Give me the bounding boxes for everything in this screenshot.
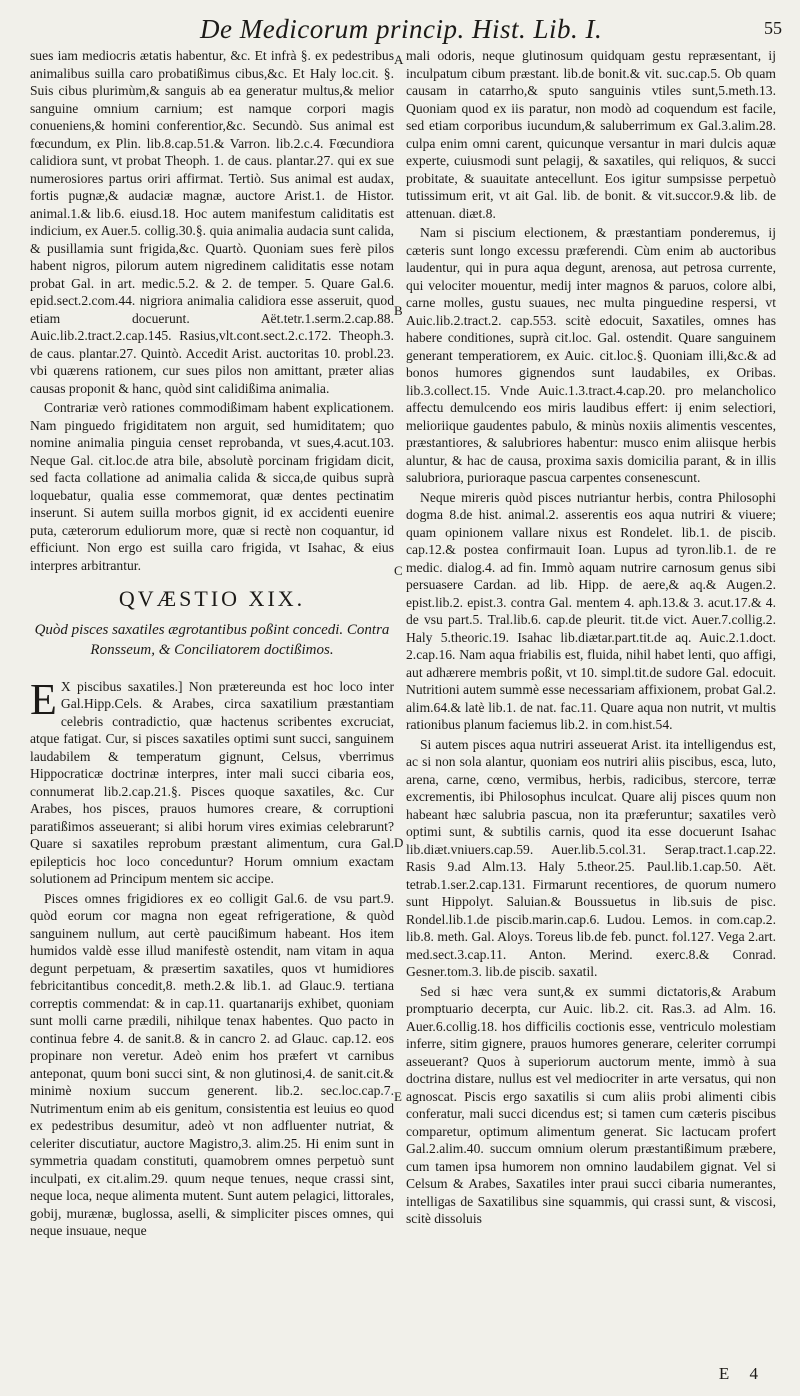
paragraph: sues iam mediocris ætatis habentur, &c. Et infrà §. ex pedestribus animalibus suilla caro probatißimus cibus,&c. Et Haly loc.cit. §. Suis cibus plurimùm,& sanguis ab ea generatur multus,& melior sanguine omnium carnium; est namque corpori magis conueniens,& homini conferentior,&c. Secundò. Sus animal est fœcundum, ex Plin. lib.8.cap.51.& Varron. lib.2.c.4. Fœcundiora calidiora sunt, vt probat Theoph. 1. de caus. plantar.27. qui ex sue numerosiores partus oriri affirmat. Tertiò. Sus animal est audax, fortis pugnæ,& audaciæ magnæ, auctore Arist.1. de Histor. animal.1.& lib.6. eiusd.18. Hoc autem manifestum caliditatis est indicium, ex Auer.5. collig.30.§. quia animalia audacia sunt calida, & pusillamia sunt frigida,&c. Quartò. Quoniam sues ferè pilos habent nigros, pilorum autem nigredinem caliditatis esse notam probat Gal. in art. medic.5.2. & 2. de temper. 5. Quare Gal.6. epid.sect.2.com.44. nigriora animalia calidiora esse asseruit, quod etiam docuerunt. Aët.tetr.1.serm.2.cap.88. Auic.lib.2.tract.2.cap.145. Rasius,vlt.cont.sect.2.c.172. Theoph.3. de caus. plantar.27. Quintò. Accedit Arist. auctoritas 10. probl.23. vbi quærens rationem, cur sues pilos non amittant, præter alias causas proponit & hanc, quòd sint calidißima animalia. (30, 48, 394, 396)
right-column (406, 47, 776, 1228)
paragraph-text: X piscibus saxatiles.] Non prætereunda est hoc loco inter Gal.Hipp.Cels. & Arabes, circa saxatilium præstantiam celebris contradictio, quæ hactenus scribentes excruciat, atque fatigat. Cur, si pisces saxatiles optimi sunt succi, sanguinem laudabilem & temperatum gignunt, Celsus, vberrimus Hippocraticæ doctrinæ interpres, inter mali succi cibaria eos, connumerat lib.2.cap.21.§. Pisces quoque saxatiles, &c. Cur Arabes, hos pisces, prauos humores creare, & corruptioni paratißimos asseuerant; si alibi horum vires eximias celebrarunt? Quare si saxatiles reprobum præstant alimentum, cura Gal. epilepticis hoc loco conceduntur? Horum omnium exactam solutionem ad Principum mentem sic accipe. (30, 678, 394, 886)
margin-marker-c: C (394, 563, 403, 578)
margin-marker-e: E (394, 1089, 402, 1104)
quaestio-title: QVÆSTIO XIX. (118, 586, 306, 611)
paragraph: Si autem pisces aqua nutriri asseuerat Arist. ita intelligendus est, ac si non sola alantur, quoniam eos nutriri aliis piscibus, esca, luto, arena, carne, cœno, vermibus, herbis, radicibus, stercore, terræ excrementis, ibi Philosophus inculcat. Quare alij pisces quum non habeant hæc salubria pascua, non ita præferuntur; saxatiles verò optimi sunt, & subtilis carnis, quod ita esse docuerunt Isahac lib.diæt.vniuers.cap.59. Auer.lib.5.col.31. Serap.tract.1.cap.22. Rasis 9.ad Alm.13. Haly 5.theor.25. Paul.lib.1.cap.50. Aët. tetrab.1.ser.2.cap.131. Firmarunt recentiores, de quorum numero sunt Hippolyt. Saluian.& Boussuetus in lib.suis de pisc. Rondel.lib.1.de piscib.marin.cap.6. Ludou. Lemos. in com.cap.2. lib.8. meth. Gal. Aloys. Toreus lib.de feb. punct. fol.127. Vega 2.art. med.sect.3.cap.11. Anton. Merind. exerc.8.& Conrad. Gesner.tom.3. lib.de piscib. saxatil. (406, 736, 776, 979)
drop-cap: E (30, 674, 57, 724)
page-number: 55 (764, 18, 782, 38)
paragraph-with-dropcap (30, 674, 394, 888)
paragraph: Pisces omnes frigidiores ex eo colligit Gal.6. de vsu part.9. quòd eorum cor magna non egeat refrigeratione, & quòd sanguinem nullum, aut certè paucißimum habeant. Hos item humidos valdè esse illud manifestè ostendit, nam vitam in aqua degunt perpetuam, & præsertim saxatiles, quos vt humidiores febricitantibus concedit,8. meth.2.& lib.1. ad Glauc.9. tertiana correptis commendat: & in cap.11. quartanarijs exhibet, quoniam sunt molli carne prædili, nihilque tenax habentes. Quo pacto in continua febre 4. de sanit.8. & in cancro 2. ad Glauc. cap.12. eos propinare non veretur. Adeò enim hos præfert vt carnibus anteponat, quum boni succi sint, & non glutinosi,4. de sanit.cit.& minimè noxium succum generent. lib.2. sec.loc.cap.7. Nutrimentum enim ab eis genitum, consistentia est leuius eo quod ex pedestribus desumitur, adeò vt non adfluenter nutriat, & celeriter discutiatur, auctore Magistro,3. alim.25. Hi enim sunt in symmetria quadam constituti, quamobrem omnes perpetuò sunt inculpati, ex cit.alim.29. quum neque tenues, neque crassi sint, neque loca, neque alimenta mutent. Sunt autem pelagici, littorales, gobij, murænæ, buglossa, aselli, & simpliciter pisces omnes, qui neque insuaue, neque (30, 890, 394, 1238)
running-title: De Medicorum princip. Hist. Lib. I. (200, 14, 603, 44)
signature-mark: E 4 (718, 1364, 766, 1383)
paragraph: Nam si piscium electionem, & præstantiam ponderemus, ij cæteris sunt longo excessu præferendi. Cùm enim ab auctoribus laudentur, qui in pura aqua degunt, arenosa, aut petrosa currente, qui velociter mouentur, medij inter magnos & paruos, colore albi, carne molles, gustu suaues, nec multa pinguedine respersi, vt Auic.lib.2.tract.2. cap.553. scitè edocuit, Saxatiles, omnes has habere conditiones, suprà cit.loc. Gal. ostendit. Quare sanguinem generant temperatiorem, ex Auic. cit.loc.§. Quoniam illi,&c.& ad bonos humores gignendos sunt laudabiles, ex Oribas. lib.3.collect.15. Vnde Auic.1.3.tract.4.cap.20. pro melancholico affectu demulcendo eos miris laudibus effert: ij enim selectiori, melioriique gaudentes pabulo, & minùs noxiis alimentis vescentes, præstantiores, & salubriores habentur: musco enim aliisque herbis aluntur, & hac de causa, proxima saxis domicilia parant, & in illis salubriora, purioraque pascua carpentes consenescunt. (406, 225, 776, 485)
paragraph: Sed si hæc vera sunt,& ex summi dictatoris,& Arabum promptuario decerpta, cur Auic. lib.2. cit. Ras.3. ad Alm. 16. Auer.6.collig.18. hos difficilis coctionis esse, ventriculo molestiam inferre, sitim gignere, prauos humores generare, celeriter corrumpi asseuerant? Quos à superiorum auctorum mente, immò à sua doctrina distare, nullus est vel mediocriter in arte versatus, qui non agnoscat. Piscis ergo saxatilis si cum aliis probi alimenti cibis conferatur, mali succi dicendus est; si tamen cum cæteris piscibus comparetur, optimum alimentum generat. Sic lactucam profert Gal.2.alim.40. succum omnium olerum præstantißimum præbere, cum tamen ipsa humorem non omnino laudabilem gignat. Vel si Celsum & Arabes, Saxatiles inter praui succi cibaria numerantes, intelligas de Saxatilibus sine squammis, qui crassi sunt, & viscosi, scitè dissoluis (406, 983, 776, 1226)
paragraph: Neque mireris quòd pisces nutriantur herbis, contra Philosophi dogma 8.de hist. animal.2. asserentis eos aqua nutriri & viuere; quam opinionem vallare nixus est Rondelet. lib.1. de piscib. cap.12.& postea confirmauit Ioan. Lupus ad tyron.lib.1. de re medic. dialog.4. ad fin. Immò aquam nutrire carnosum genus sibi persuasere Cardan. ad lib. Hipp. de aere,& aq.& Augen.2. epist.lib.2. epist.3. contra Gal. mentem 4. aph.13.& 3. acut.17.& 4. de vsu part.5. Tral.lib.6. cap.de pleurit. tit.de vict. Auer.7.collig.2. Haly 5.theoric.19. Isahac lib.diætar.part.tit.de aq. Auic.2.1.doct. 2.cap.16. Nam aqua friabilis est, fluida, nihil habet lenti, quo affigi, aut adhærere membris poßit, vt 10. simpl.tit.de sudore Gal. edocuit. Nutritioni autem summè esse necessariam affixionem, probat Gal.2. alim.64.& latè lib.1. de nat. fac.11. Quare aqua non nutrit, vt multis rationibus planum faciemus lib.2. in com.hist.54. (406, 489, 776, 732)
left-column (30, 47, 394, 1240)
margin-marker-a: A (394, 52, 404, 67)
margin-marker-b: B (394, 303, 403, 318)
paragraph: mali odoris, neque glutinosum quidquam gestu repræsentant, ij inculpatum cibum præstant. lib.de bonit.& vit. suc.cap.5. Ob quam causam in catarrho,& sputo sanguinis vtiles sunt,5.meth.13. Quoniam quod ex iis paratur, non modò ad coquendum est facile, sed etiam corporibus iucundum,& saluberrimum ex Gal.3.alim.28. culpa enim omni carent, quicunque versantur in mari dulcis aquæ experte, cuiusmodi sunt pelagij, & saxatiles, qui reliquos, & succi probitate, & suauitate antecellunt. Eos igitur sumpsisse perpetuò tutissimum erit, vt ait Gal. lib. de bonit. & vit.succor.9.& lib. de attenuan. diæt.8. (406, 48, 776, 221)
quaestio-subtitle: Quòd pisces saxatiles ægrotantibus poßint concedi. Contra Ronsseum, & Conciliatorem doctißimos. (34, 621, 390, 658)
margin-marker-d: D (394, 835, 404, 850)
paragraph: Contrariæ verò rationes commodißimam habent explicationem. Nam pinguedo frigiditatem non arguit, sed humiditatem; quo nomine animalia pinguia censet reprobanda, vt sues,4.acut.103. Neque Gal. cit.loc.de atra bile, absolutè porcinam frigidam dicit, sed facta collatione ad animalia calida & sicca,de quibus suprà loquebatur, qualia esse commemorat, quæ dentes pectinatim inserunt. Si autem suilla morbos gignit, id ex accidenti euenire puta, cæterorum eduliorum more, quæ si rectè non coquantur, id efficiunt. Non ergo est suilla caro frigida, vt Isahac, & eius interpres arbitrantur. (30, 400, 394, 573)
